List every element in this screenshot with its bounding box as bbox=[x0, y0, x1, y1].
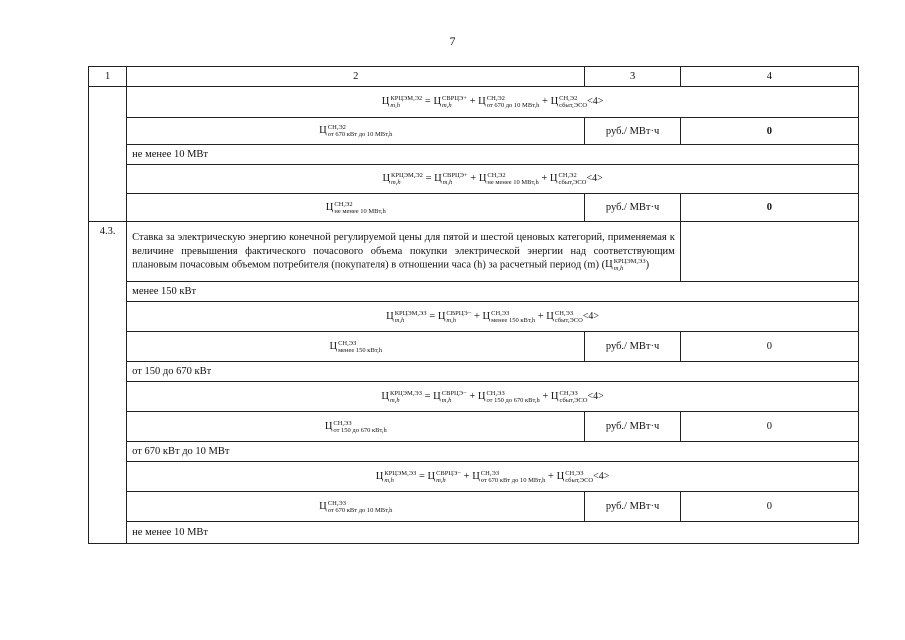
parameter-symbol: Ц СН,ЭЗ от 670 кВт до 10 МВт,h bbox=[127, 492, 585, 522]
category-label: от 670 кВт до 10 МВт bbox=[127, 442, 859, 462]
parameter-row bbox=[89, 194, 859, 222]
formula-cell bbox=[127, 87, 859, 118]
formula-cell bbox=[127, 302, 859, 332]
section-description: Ставка за электрическую энергию конечной регулируемой цены для пятой и шестой ценовых категорий, применяемая к величине превышения фактического почасового объема покупки электрической энергии над соответствующим плановым почасовым объемом потребителя (покупателя) в отношении часа (h) за расчетный период (m) (Ц КРЦЭМ,ЭЗ m,h ) bbox=[127, 222, 681, 282]
value-cell: 0 bbox=[680, 118, 858, 145]
tariff-table bbox=[88, 66, 859, 544]
unit-cell: руб./ МВт·ч bbox=[585, 492, 680, 522]
formula: Ц КРЦЭМ,ЭЗ m,h = Ц СВРЦЭ− m,h + Ц СН,ЭЗ менее 150 кВт,h + Ц СН,ЭЗ сбыт,ЭСО <4> bbox=[386, 309, 600, 324]
unit-cell: руб./ МВт·ч bbox=[585, 412, 680, 442]
parameter-row bbox=[89, 492, 859, 522]
page-number: 7 bbox=[449, 34, 456, 48]
category-row bbox=[89, 145, 859, 165]
formula: Ц КРЦЭМ,Э2 m,h = Ц СВРЦЭ+ m,h + Ц СН,Э2 от 670 до 10 МВт,h + Ц СН,Э2 сбыт,ЭСО <4> bbox=[381, 95, 604, 109]
category-row bbox=[89, 282, 859, 302]
category-label: менее 150 кВт bbox=[127, 282, 859, 302]
header-col-3: 3 bbox=[585, 67, 680, 87]
formula-cell bbox=[127, 462, 859, 492]
formula-row bbox=[89, 382, 859, 412]
header-row bbox=[89, 67, 859, 87]
parameter-row bbox=[89, 412, 859, 442]
parameter-symbol: Ц СН,Э2 не менее 10 МВт,h bbox=[127, 194, 585, 222]
category-row bbox=[89, 442, 859, 462]
parameter-row bbox=[89, 118, 859, 145]
header-col-4: 4 bbox=[680, 67, 858, 87]
section-description-row bbox=[89, 222, 859, 282]
formula: Ц КРЦЭМ,ЭЗ m,h = Ц СВРЦЭ− m,h + Ц СН,ЭЗ от 150 до 670 кВт,h + Ц СН,ЭЗ сбыт,ЭСО <4> bbox=[381, 389, 604, 404]
index-cell-empty bbox=[89, 87, 127, 222]
formula-row bbox=[89, 302, 859, 332]
section-description-empty bbox=[680, 222, 858, 282]
unit-cell: руб./ МВт·ч bbox=[585, 194, 680, 222]
parameter-symbol: Ц СН,ЭЗ менее 150 кВт,h bbox=[127, 332, 585, 362]
formula-row bbox=[89, 462, 859, 492]
category-label: не менее 10 МВт bbox=[127, 145, 859, 165]
header-col-1: 1 bbox=[89, 67, 127, 87]
parameter-symbol: Ц СН,ЭЗ от 150 до 670 кВт,h bbox=[127, 412, 585, 442]
unit-cell: руб./ МВт·ч bbox=[585, 118, 680, 145]
parameter-row bbox=[89, 332, 859, 362]
value-cell: 0 bbox=[680, 332, 858, 362]
formula-cell bbox=[127, 165, 859, 194]
category-label: от 150 до 670 кВт bbox=[127, 362, 859, 382]
category-label: не менее 10 МВт bbox=[127, 522, 859, 544]
category-row bbox=[89, 362, 859, 382]
unit-cell: руб./ МВт·ч bbox=[585, 332, 680, 362]
header-col-2: 2 bbox=[127, 67, 585, 87]
formula: Ц КРЦЭМ,Э2 m,h = Ц СВРЦЭ+ m,h + Ц СН,Э2 не менее 10 МВт,h + Ц СН,Э2 сбыт,ЭСО <4> bbox=[382, 172, 603, 186]
formula: Ц КРЦЭМ,ЭЗ m,h = Ц СВРЦЭ− m,h + Ц СН,ЭЗ от 670 кВт до 10 МВт,h + Ц СН,ЭЗ сбыт,ЭСО <4> bbox=[375, 469, 610, 484]
formula-cell bbox=[127, 382, 859, 412]
value-cell: 0 bbox=[680, 194, 858, 222]
formula-row bbox=[89, 87, 859, 118]
parameter-symbol: Ц СН,Э2 от 670 кВт до 10 МВт,h bbox=[127, 118, 585, 145]
section-index: 4.3. bbox=[89, 222, 127, 544]
value-cell: 0 bbox=[680, 492, 858, 522]
formula-row bbox=[89, 165, 859, 194]
category-row bbox=[89, 522, 859, 544]
value-cell: 0 bbox=[680, 412, 858, 442]
